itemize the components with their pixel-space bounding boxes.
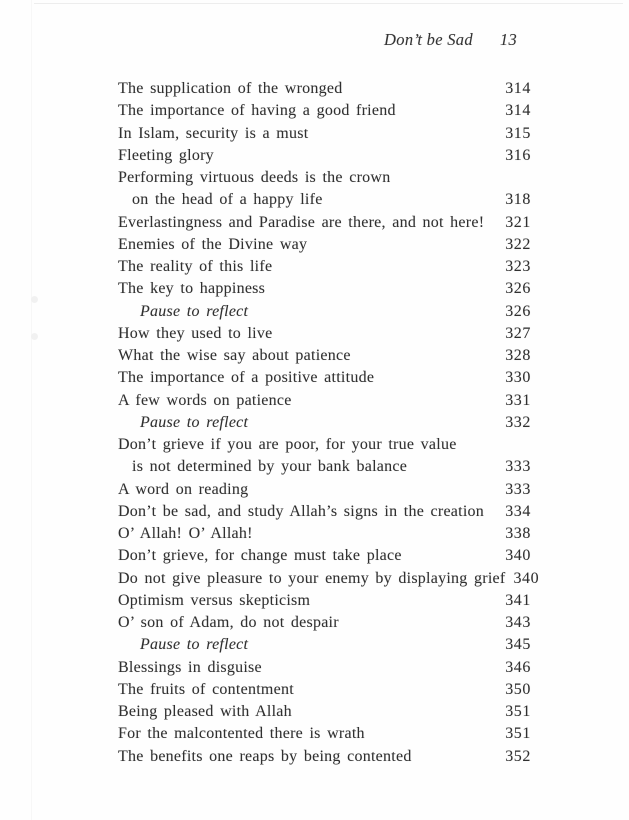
- toc-row: [118, 503, 531, 525]
- toc-entry-page-number: 340: [513, 569, 540, 587]
- toc-entry-title: Performing virtuous deeds is the crown: [118, 169, 391, 186]
- toc-entry-title: Everlastingness and Paradise are there, and not here!: [118, 213, 485, 231]
- running-header-page-number: 13: [499, 30, 517, 49]
- toc-row: [118, 191, 531, 213]
- toc-entry-title: The key to happiness: [118, 280, 266, 298]
- toc-entry-title: Pause to reflect: [140, 413, 249, 431]
- toc-entry-page-number: 350: [505, 680, 531, 698]
- toc-entry-page-number: 333: [505, 480, 531, 498]
- toc-row: [118, 481, 531, 503]
- toc-entry-title: Don’t grieve if you are poor, for your true value: [118, 436, 457, 453]
- toc-entry-title: Being pleased with Allah: [118, 703, 292, 720]
- toc-entry-page-number: 346: [505, 658, 531, 676]
- toc-entry-title: Don’t be sad, and study Allah’s signs in the creation: [118, 502, 485, 520]
- toc-row: [118, 748, 531, 770]
- toc-entry-page-number: 318: [505, 191, 531, 209]
- scan-artifact-page-edge: [31, 0, 32, 820]
- toc-row: [118, 102, 531, 124]
- toc-entry-page-number: 351: [505, 703, 531, 720]
- toc-row: [118, 236, 531, 258]
- toc-entry-title: A few words on patience: [118, 391, 292, 409]
- toc-entry-title: The fruits of contentment: [118, 680, 294, 698]
- scan-artifact-smudge: [31, 296, 38, 303]
- toc-row: [118, 347, 531, 369]
- toc-entry-title: is not determined by your bank balance: [132, 458, 408, 476]
- toc-entry-page-number: 323: [505, 258, 531, 275]
- toc-entry-title: O’ Allah! O’ Allah!: [118, 525, 253, 542]
- toc-row: [118, 147, 531, 169]
- toc-entry-title: Fleeting glory: [118, 146, 214, 164]
- toc-entry-page-number: 343: [505, 614, 531, 631]
- toc-row: [118, 258, 531, 280]
- toc-row: [118, 125, 531, 147]
- toc-row: [118, 681, 531, 703]
- toc-entry-page-number: 326: [505, 302, 531, 320]
- table-of-contents: [118, 80, 540, 770]
- toc-entry-page-number: 322: [505, 235, 531, 253]
- toc-row: [118, 458, 531, 480]
- toc-row: [118, 280, 531, 302]
- toc-row: [118, 592, 531, 614]
- toc-entry-page-number: 326: [505, 280, 531, 298]
- toc-entry-page-number: 351: [505, 725, 531, 743]
- toc-entry-page-number: 321: [505, 213, 531, 231]
- running-header-book-title: Don’t be Sad: [384, 30, 473, 49]
- toc-entry-title: on the head of a happy life: [132, 191, 323, 209]
- toc-entry-page-number: 314: [505, 80, 531, 97]
- running-header: [384, 30, 517, 50]
- toc-entry-title: The importance of having a good friend: [118, 102, 396, 120]
- toc-entry-title: A word on reading: [118, 480, 249, 498]
- toc-entry-page-number: 327: [505, 324, 531, 342]
- scan-artifact-topline: [34, 3, 623, 4]
- toc-entry-page-number: 341: [505, 591, 531, 609]
- toc-entry-title: How they used to live: [118, 324, 273, 342]
- toc-row: [118, 659, 531, 681]
- toc-entry-page-number: 333: [505, 458, 531, 476]
- toc-entry-page-number: 334: [505, 502, 531, 520]
- toc-entry-title: Pause to reflect: [140, 636, 249, 654]
- toc-entry-title: Don’t grieve, for change must take place: [118, 547, 402, 565]
- toc-row: [118, 414, 531, 436]
- toc-entry-page-number: 316: [505, 146, 531, 164]
- toc-entry-page-number: 332: [505, 413, 531, 431]
- toc-entry-title: Blessings in disguise: [118, 658, 262, 676]
- toc-row: [118, 169, 531, 191]
- toc-entry-title: Pause to reflect: [140, 302, 249, 320]
- toc-row: [118, 392, 531, 414]
- toc-row: [118, 214, 531, 236]
- toc-entry-page-number: 314: [505, 102, 531, 120]
- toc-entry-page-number: 328: [505, 347, 531, 364]
- toc-row: [118, 703, 531, 725]
- toc-entry-page-number: 352: [505, 747, 531, 765]
- toc-entry-title: What the wise say about patience: [118, 347, 351, 364]
- toc-row: [118, 614, 531, 636]
- toc-entry-title: The importance of a positive attitude: [118, 369, 375, 387]
- toc-row: [118, 369, 531, 391]
- toc-entry-page-number: 330: [505, 369, 531, 387]
- toc-entry-title: Enemies of the Divine way: [118, 235, 308, 253]
- toc-row: [118, 547, 531, 569]
- toc-entry-title: For the malcontented there is wrath: [118, 725, 365, 743]
- toc-entry-title: Do not give pleasure to your enemy by displaying grief: [118, 569, 506, 587]
- toc-entry-title: In Islam, security is a must: [118, 124, 309, 142]
- toc-entry-page-number: 345: [505, 636, 531, 654]
- toc-row: [118, 636, 531, 658]
- toc-row: [118, 436, 531, 458]
- toc-entry-title: O’ son of Adam, do not despair: [118, 614, 339, 631]
- toc-row: [118, 325, 531, 347]
- toc-entry-page-number: 338: [505, 525, 531, 542]
- toc-entry-title: The reality of this life: [118, 258, 273, 275]
- toc-entry-title: The supplication of the wronged: [118, 80, 343, 97]
- scan-artifact-smudge: [31, 333, 38, 340]
- toc-entry-title: Optimism versus skepticism: [118, 591, 311, 609]
- toc-row: [118, 303, 531, 325]
- toc-entry-page-number: 315: [505, 124, 531, 142]
- toc-entry-page-number: 340: [505, 547, 531, 565]
- toc-row: [118, 525, 531, 547]
- toc-row: [118, 569, 540, 592]
- toc-entry-title: The benefits one reaps by being contented: [118, 747, 412, 765]
- toc-row: [118, 80, 531, 102]
- toc-row: [118, 725, 531, 747]
- toc-entry-page-number: 331: [505, 391, 531, 409]
